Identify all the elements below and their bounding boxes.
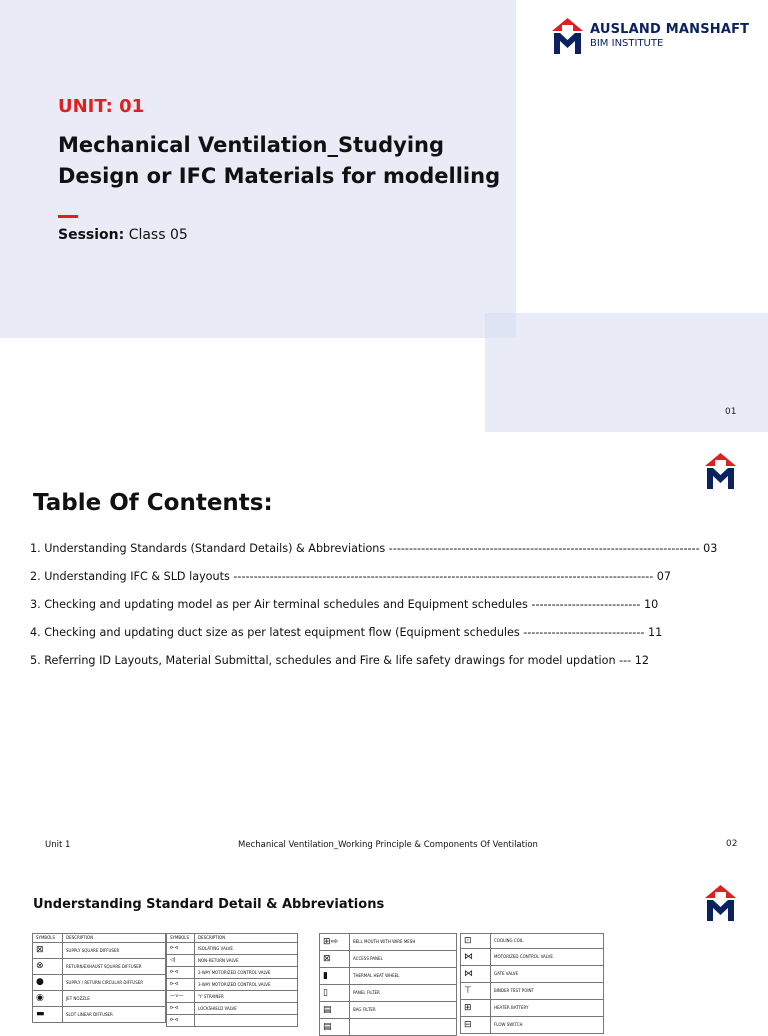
symbol-description [350,1019,457,1036]
toc-item[interactable]: 4. Checking and updating duct size as per latest equipment flow (Equipment schedules ------------------------------ 11 [30,626,663,639]
session-value: Class 05 [128,227,188,243]
page-number: 02 [726,839,738,849]
strainer-symbol-icon: —⋎— [167,991,195,1003]
balancing-valve-symbol-icon: ⊳⊲ [167,1003,195,1015]
table-row [461,966,604,983]
symbols-table-2 [166,933,298,1027]
symbol-description: ISOLATING VALVE [195,943,298,955]
table-row [461,983,604,1000]
symbols-table-4 [460,933,604,1034]
access-panel-symbol-icon: ⊠ [320,951,350,968]
symbol-description: THERMAL HEAT WHEEL [350,968,457,985]
bar-symbol-icon: ▬ [33,1007,63,1023]
x-square-circle-symbol-icon: ⊗ [33,959,63,975]
flow-switch-symbol-icon: ⊟ [461,1017,491,1034]
cover-slide [0,0,768,432]
symbol-description: BAG FILTER [350,1002,457,1019]
3way-valve-symbol-icon: ⊳⊲ [167,979,195,991]
house-m-logo-icon [704,452,737,490]
table-row [167,979,298,991]
house-m-logo-icon [704,884,737,922]
table-row [33,943,166,959]
symbols-table-3 [319,933,457,1036]
table-row [33,991,166,1007]
table-row [461,1000,604,1017]
symbol-description: SUPPLY / RETURN CIRCULAR DIFFUSER [63,975,166,991]
footer-unit: Unit 1 [45,840,71,850]
symbol-description [195,1015,298,1027]
toc-item[interactable]: 1. Understanding Standards (Standard Details) & Abbreviations ----------------------------------------------------------------------------- 03 [30,542,718,555]
table-row [167,991,298,1003]
background-overlap [485,313,516,338]
brand-name: AUSLAND MANSHAFT [590,22,750,37]
symbol-description: ACCESS PANEL [350,951,457,968]
session-label: Session: [58,227,125,243]
symbol-description: BINDER TEST POINT [491,983,604,1000]
gate-valve-symbol-icon: ⋈ [461,966,491,983]
symbol-description: NON-RETURN VALVE [195,955,298,967]
table-row [320,985,457,1002]
symbol-description: SUPPLY SQUARE DIFFUSER [63,943,166,959]
table-row [320,1019,457,1036]
table-row [167,1003,298,1015]
table-row [33,975,166,991]
heater-symbol-icon: ⊞ [461,1000,491,1017]
check-valve-symbol-icon: ◁| [167,955,195,967]
symbol-description: COOLING COIL [491,934,604,949]
column-header: SYMBOLS [167,934,195,943]
symbol-description: FLOW SWITCH [491,1017,604,1034]
symbol-description: GATE VALVE [491,966,604,983]
test-point-symbol-icon: ⊤ [461,983,491,1000]
symbol-description: 'Y' STRAINER [195,991,298,1003]
table-row [167,955,298,967]
symbol-description: LOCKSHIELD VALVE [195,1003,298,1015]
valve-symbol-icon: ⊳⊲ [167,1015,195,1027]
bellmouth-symbol-icon: ⊞⇨ [320,934,350,951]
symbol-description: BELL MOUTH WITH WIRE MESH [350,934,457,951]
table-row [33,1007,166,1023]
toc-item[interactable]: 2. Understanding IFC & SLD layouts -------------------------------------------------------------------------------------------------------- 07 [30,570,672,583]
column-header: DESCRIPTION [195,934,298,943]
toc-item[interactable]: 5. Referring ID Layouts, Material Submittal, schedules and Fire & life safety drawings for model updation --- 12 [30,654,650,667]
heat-wheel-symbol-icon: ▮ [320,968,350,985]
symbol-description: SLOT LINEAR DIFFUSER [63,1007,166,1023]
house-m-logo-icon [551,17,584,55]
table-row [167,1015,298,1027]
symbols-table-1 [32,933,166,1023]
table-row [167,967,298,979]
table-row [320,934,457,951]
filled-circle-symbol-icon: ● [33,975,63,991]
table-row [320,968,457,985]
symbol-description: 3-WAY MOTORIZED CONTROL VALVE [195,979,298,991]
column-header: DESCRIPTION [63,934,166,943]
table-row [320,951,457,968]
mcv-symbol-icon: ⋈ [461,949,491,966]
table-row [461,1017,604,1034]
table-row [461,934,604,949]
toc-list [30,542,718,682]
toc-heading: Table Of Contents: [33,490,273,516]
title-accent-dash [58,215,78,218]
x-square-symbol-icon: ⊠ [33,943,63,959]
title-line: Mechanical Ventilation_Studying [58,133,445,157]
brand-subtitle: BIM INSTITUTE [590,38,664,49]
table-row [320,1002,457,1019]
symbol-description: PANEL FILTER [350,985,457,1002]
symbol-description: RETURN/EXHAUST SQUARE DIFFUSER [63,959,166,975]
symbol-description: HEATER BATTERY [491,1000,604,1017]
toc-slide [0,432,768,864]
panel-filter-symbol-icon: ▯ [320,985,350,1002]
2way-valve-symbol-icon: ⊳⊲ [167,967,195,979]
coil-symbol-icon: ⊡ [461,934,491,949]
valve-symbol-icon: ⊳⊲ [167,943,195,955]
page-number: 01 [725,407,737,417]
toc-item[interactable]: 3. Checking and updating model as per Air terminal schedules and Equipment schedules --------------------------- 10 [30,598,659,611]
bag-filter-symbol-icon: ▤ [320,1002,350,1019]
unit-label: UNIT: 01 [58,96,145,117]
title-line: Design or IFC Materials for modelling [58,164,501,188]
page-title [58,130,508,192]
table-row [167,943,298,955]
symbol-description: MOTORIZED CONTROL VALVE [491,949,604,966]
table-row [33,959,166,975]
symbol-description: 2-WAY MOTORIZED CONTROL VALVE [195,967,298,979]
table-row [461,949,604,966]
symbol-description: JET NOZZLE [63,991,166,1007]
session-info [58,227,188,243]
footer-title: Mechanical Ventilation_Working Principle & Components Of Ventilation [238,840,538,850]
section-heading: Understanding Standard Detail & Abbreviations [33,897,385,912]
circle-dot-symbol-icon: ◉ [33,991,63,1007]
standards-slide [0,864,768,1032]
column-header: SYMBOLS [33,934,63,943]
filter-symbol-icon: ▤ [320,1019,350,1036]
